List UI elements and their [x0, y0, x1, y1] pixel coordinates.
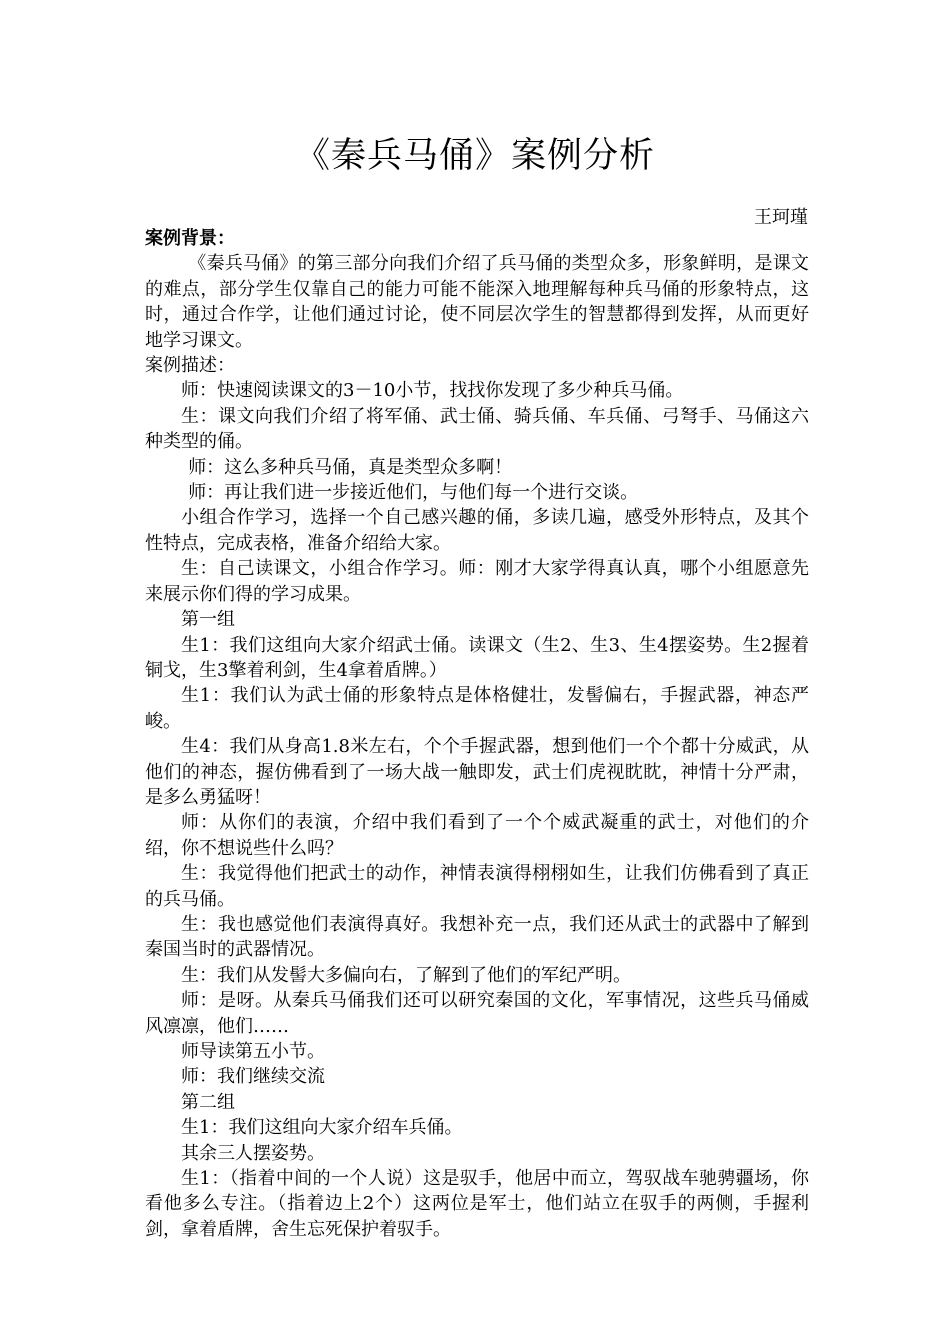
document-title: 《秦兵马俑》案例分析 — [294, 136, 655, 176]
dialogue-paragraph: 生：我们从发髻大多偏向右，了解到了他们的军纪严明。 — [181, 964, 631, 986]
dialogue-paragraph: 师：我们继续交流 — [181, 1066, 325, 1088]
author-name: 王珂瑾 — [754, 207, 808, 228]
dialogue-paragraph: 生1：（指着中间的一个人说）这是驭手，他居中而立，驾驭战车驰骋疆场，你看他多么专注。（指着边上2个）这两位是军士，他们站立在驭手的两侧，手握利剑，拿着盾牌，舍生忘死保护着驭手。 — [145, 1168, 809, 1240]
dialogue-paragraph: 小组合作学习，选择一个自己感兴趣的俑，多读几遍，感受外形特点，及其个性特点，完成表格，准备介绍给大家。 — [145, 507, 809, 554]
dialogue-paragraph: 师：是呀。从秦兵马俑我们还可以研究秦国的文化，军事情况，这些兵马俑威风凛凛，他们…… — [145, 990, 809, 1037]
dialogue-paragraph: 生：课文向我们介绍了将军俑、武士俑、骑兵俑、车兵俑、弓弩手、马俑这六种类型的俑。 — [145, 405, 809, 453]
dialogue-paragraph: 生：自己读课文，小组合作学习。师：刚才大家学得真认真，哪个小组愿意先来展示你们得的学习成果。 — [145, 558, 809, 605]
dialogue-paragraph: 生1：我们认为武士俑的形象特点是体格健壮，发髻偏右，手握武器，神态严峻。 — [145, 685, 809, 732]
dialogue-paragraph: 生1：我们这组向大家介绍武士俑。读课文（生2、生3、生4摆姿势。生2握着铜戈，生3擎着利剑，生4拿着盾牌。） — [145, 634, 809, 681]
background-paragraph: 《秦兵马俑》的第三部分向我们介绍了兵马俑的类型众多，形象鲜明，是课文的难点，部分学生仅靠自己的能力可能不能深入地理解每种兵马俑的形象特点，这时，通过合作学，让他们通过讨论，使不同层次学生的智慧都得到发挥，从而更好地学习课文。 — [145, 253, 809, 351]
dialogue-paragraph: 师：再让我们进一步接近他们，与他们每一个进行交谈。 — [188, 482, 639, 504]
dialogue-paragraph: 生：我也感觉他们表演得真好。我想补充一点，我们还从武士的武器中了解到秦国当时的武器情况。 — [145, 913, 809, 961]
group-label: 第一组 — [181, 609, 235, 631]
section-heading-background: 案例背景： — [145, 228, 235, 249]
document-body — [145, 226, 809, 1242]
group-label: 第二组 — [181, 1091, 235, 1113]
dialogue-paragraph: 师导读第五小节。 — [181, 1041, 325, 1062]
dialogue-paragraph: 师：从你们的表演，介绍中我们看到了一个个威武凝重的武士，对他们的介绍，你不想说些什么吗？ — [145, 812, 809, 859]
dialogue-paragraph: 生1：我们这组向大家介绍车兵俑。 — [181, 1117, 463, 1139]
dialogue-paragraph: 生4：我们从身高1.8米左右，个个手握武器，想到他们一个个都十分威武，从他们的神态，握仿佛看到了一场大战一触即发，武士们虎视眈眈，神情十分严肃，是多么勇猛呀！ — [145, 736, 809, 808]
dialogue-paragraph: 师：快速阅读课文的3－10小节，找找你发现了多少种兵马俑。 — [181, 380, 684, 402]
section-heading-description: 案例描述： — [145, 355, 235, 377]
dialogue-paragraph: 师：这么多种兵马俑，真是类型众多啊！ — [188, 456, 513, 478]
dialogue-paragraph: 生：我觉得他们把武士的动作，神情表演得栩栩如生，让我们仿佛看到了真正的兵马俑。 — [145, 863, 809, 910]
dialogue-paragraph: 其余三人摆姿势。 — [181, 1142, 325, 1164]
